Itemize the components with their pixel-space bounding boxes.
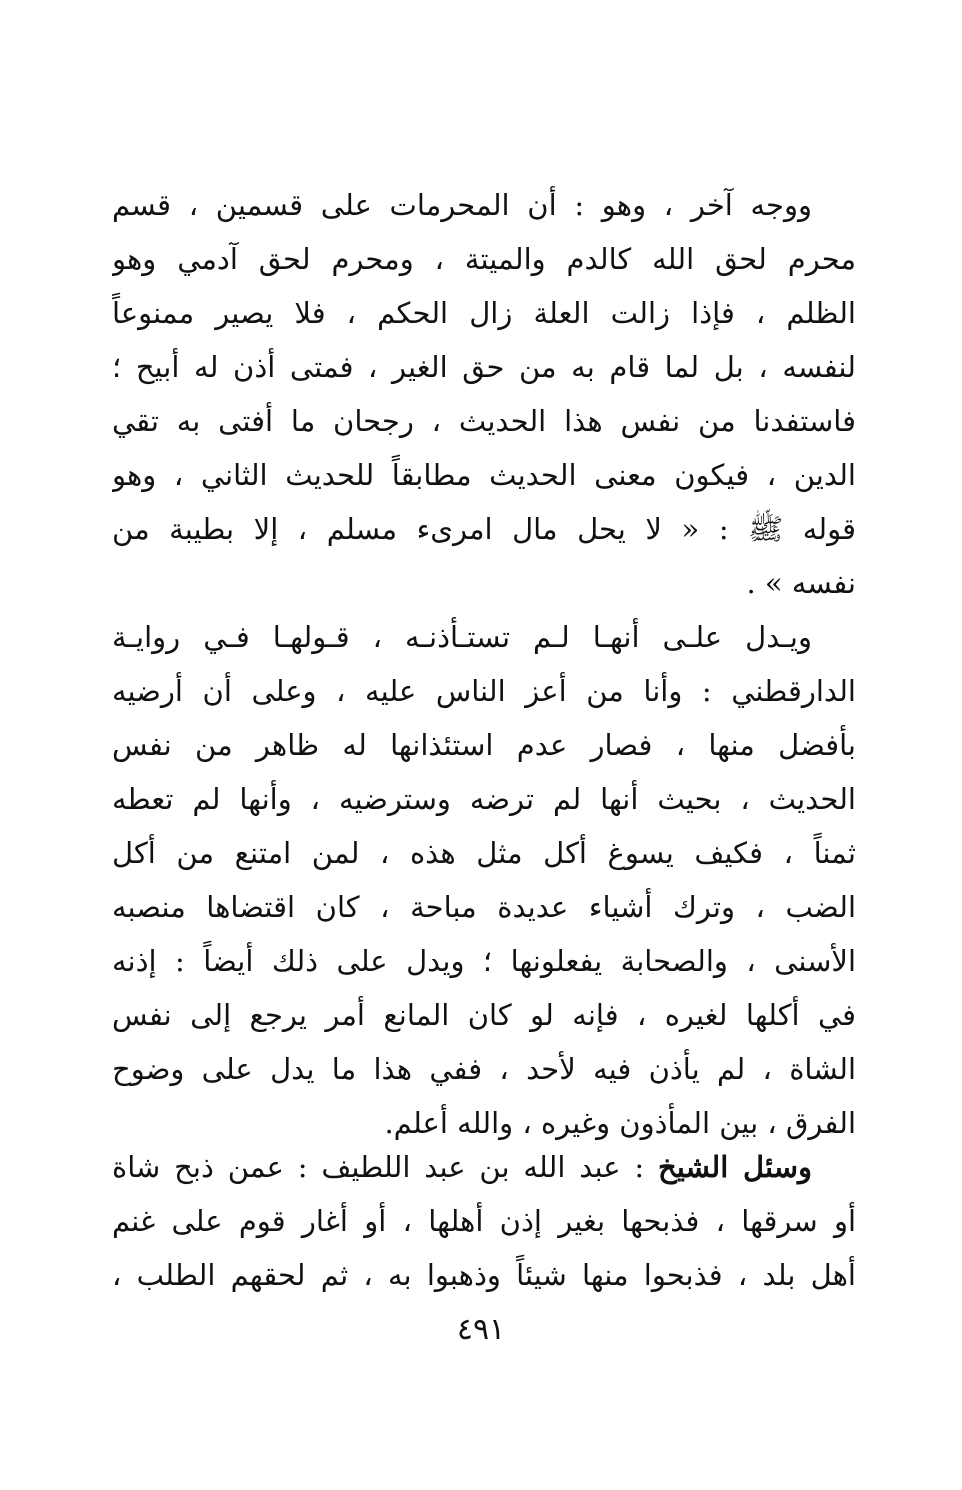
- text-line: بأفضل منها ، فصار عدم استئذانها له ظاهر من نفس: [112, 728, 856, 762]
- text-line: فاستفدنا من نفس هذا الحديث ، رجحان ما أفتى به تقي: [112, 404, 856, 438]
- text-line: الفرق ، بين المأذون وغيره ، والله أعلم.: [384, 1106, 856, 1140]
- text-line: [112, 1140, 856, 1194]
- paragraph-2: [112, 610, 856, 1150]
- text-line: ووجه آخر ، وهو : أن المحرمات على قسمين ، قسم: [112, 188, 812, 222]
- text-line: لنفسه ، بل لما قام به من حق الغير ، فمتى أذن له أبيح ؛: [112, 350, 856, 384]
- text-line: قوله ﷺ : « لا يحل مال امرىء مسلم ، إلا بطيبة من: [112, 512, 856, 546]
- paragraph-3: [112, 1140, 856, 1302]
- text-line: محرم لحق الله كالدم والميتة ، ومحرم لحق آدمي وهو: [112, 242, 856, 276]
- text-line: أو سرقها ، فذبحها بغير إذن أهلها ، أو أغار قوم على غنم: [112, 1204, 856, 1238]
- text-line: ثمناً ، فكيف يسوغ أكل مثل هذه ، لمن امتنع من أكل: [112, 836, 856, 870]
- text-line: أهل بلد ، فذبحوا منها شيئاً وذهبوا به ، ثم لحقهم الطلب ،: [112, 1258, 856, 1292]
- page-number: ٤٩١: [456, 1312, 506, 1347]
- text-line: نفسه » .: [746, 566, 856, 600]
- text-line: الدين ، فيكون معنى الحديث مطابقاً للحديث الثاني ، وهو: [112, 458, 856, 492]
- text-line: الضب ، وترك أشياء عديدة مباحة ، كان اقتضاها منصبه: [112, 890, 856, 924]
- text-line: الدارقطني : وأنا من أعز الناس عليه ، وعلى أن أرضيه: [112, 674, 856, 708]
- text-line: الشاة ، لم يأذن فيه لأحد ، ففي هذا ما يدل على وضوح: [112, 1052, 856, 1086]
- text-line: الأسنى ، والصحابة يفعلونها ؛ ويدل على ذلك أيضاً : إذنه: [112, 944, 856, 978]
- question-lead: وسئل الشيخ: [658, 1150, 812, 1184]
- question-lead-rest: : عبد الله بن عبد اللطيف : عمن ذبح شاة: [112, 1150, 659, 1184]
- text-line: في أكلها لغيره ، فإنه لو كان المانع أمر يرجع إلى نفس: [112, 998, 856, 1032]
- text-line: ويـدل علـى أنهـا لـم تستـأذنـه ، قـولهـا فـي روايـة: [112, 620, 812, 654]
- text-line: الحديث ، بحيث أنها لم ترضه وسترضيه ، وأنها لم تعطه: [112, 782, 856, 816]
- text-line: الظلم ، فإذا زالت العلة زال الحكم ، فلا يصير ممنوعاً: [112, 296, 856, 330]
- paragraph-1: [112, 178, 856, 610]
